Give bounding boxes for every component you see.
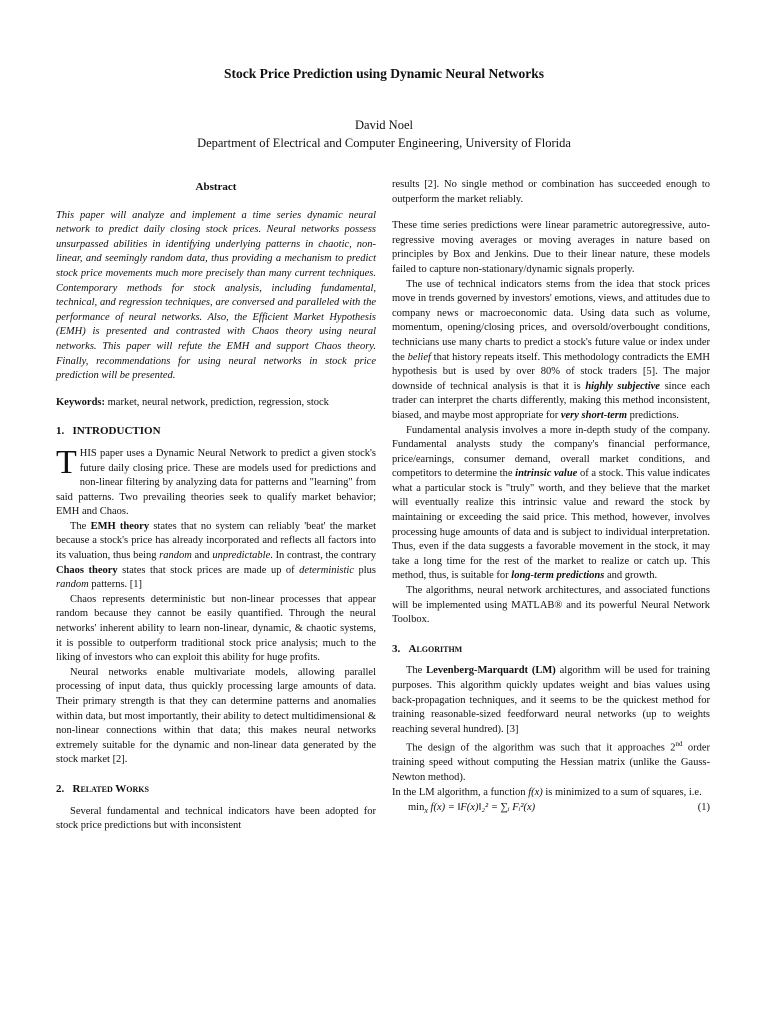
algorithm-paragraph-3: In the LM algorithm, a function f(x) is minimized to a sum of squares, i.e. — [392, 786, 702, 798]
keywords — [56, 396, 376, 411]
intro-paragraph-1: THIS paper uses a Dynamic Neural Network to predict a given stock's future daily closing price. These are models used for predictions and non-linear filtering by analyzing data for patterns and "learning" from said patterns. Two prevailing theories seek to qualify market behavior; EMH and Chaos. — [56, 443, 376, 518]
paper-title: Stock Price Prediction using Dynamic Neural Networks — [224, 66, 544, 81]
right-column — [392, 178, 710, 823]
related-paragraph-1-continued: results [2]. No single method or combination has succeeded enough to outperform the market reliably. — [392, 179, 710, 205]
related-paragraph-1: Several fundamental and technical indicators have been adopted for stock price predictions but with inconsistent — [56, 805, 376, 832]
related-paragraph-5: The algorithms, neural network architectures, and associated functions will be implemented using MATLAB® and its powerful Neural Network Toolbox. — [392, 585, 710, 626]
left-column — [56, 180, 376, 834]
intro-paragraph-3: Chaos represents deterministic but non-linear processes that appear random because they cannot be easily quantified. Through the neural networks' inherent ability to learn non-linear, dynamic, & chaotic systems, it is possible to outperform traditional stock price analysis; much to the liking of investors who can exploit this ability for huge profits. — [56, 593, 376, 664]
intro-paragraph-4: Neural networks enable multivariate models, allowing parallel processing of input data, thus quickly processing large amounts of data. Their primary strength is that they can determine patterns and anomalies within data, but most importantly, their ability to detect multidimensional & non-linear connections within that data; this makes neural networks extremely suitable for the dynamic and non-linear data generated by the stock market [2]. — [56, 666, 376, 766]
related-paragraph-3: The use of technical indicators stems from the idea that stock prices move in trends governed by investors' emotions, views, and attitudes due to company news or macroeconomic data. Using data such as volume, momentum, opening/closing prices, and oversold/overbought conditions, technicians use many charts to predict a stock's future value or index under the belief that history repeats itself. This methodology contradicts the EMH hypothesis but is used by over 80% of stock traders [5]. The major downside of technical analysis is that it is highly subjective since each trader can interpret the charts differently, making this method inconsistent, biased, and maybe most appropriate for very short-term predictions. — [392, 278, 710, 421]
equation-1: $\min_x f(x)$ = ‖F(x)‖₂² = ∑ᵢ Fᵢ²(x) (1) — [408, 802, 710, 816]
keywords-label: Keywords: — [56, 396, 105, 408]
abstract-text: This paper will analyze and implement a time series dynamic neural network to predict daily closing stock prices. Neural networks possess unsurpassed abilities in identifying underlying patterns in chaotic, non-linear, and seemingly random data, thus providing a mechanism to predict stock price movements much more precisely than many current techniques. Contemporary methods for stock analysis, including fundamental, technical, and regression techniques, are conversed and paralleled with the performance of neural networks. Also, the Efficient Market Hypothesis (EMH) is presented and contrasted with Chaos theory using neural networks. This paper will refute the EMH and support Chaos theory. Finally, recommendations for using neural networks in stock price prediction will be presented. — [56, 209, 376, 382]
section-heading-algorithm: 3. Algorithm — [392, 642, 463, 655]
algorithm-paragraph-1: The Levenberg-Marquardt (LM) algorithm will be used for training purposes. This algorithm quickly updates weight and bias values using back-propagation techniques, and it seems to be the quickest method for training reasonable-sized feedforward neural networks (up to weights reaching several hundred). [3] — [392, 665, 710, 735]
author-affiliation: Department of Electrical and Computer Engineering, University of Florida — [197, 136, 571, 150]
abstract-heading: Abstract — [195, 181, 237, 193]
related-paragraph-4: Fundamental analysis involves a more in-depth study of the company. Fundamental analysts study the company's financial performance, price/earnings, consumer demand, overall market conditions, and competitors to determine the intrinsic value of a stock. This value indicates what a particular stock is "truly" worth, and they believe that the market will eventually realize this intrinsic value and reward the stock by maintaining or exceeding the said price. This method, however, involves processing huge amounts of data and is subject to individual interpretation. Thus, even if the data suggests a favorable movement in the stock, it may take a long time for the rest of the market to realize or catch up. This method, thus, is suitable for long-term predictions and growth. — [392, 424, 711, 582]
author-name: David Noel — [355, 118, 413, 132]
drop-cap: T — [56, 443, 77, 481]
section-heading-introduction: 1. INTRODUCTION — [56, 425, 161, 438]
related-paragraph-2: These time series predictions were linear parametric autoregressive, auto-regressive moving averages or moving averages in nature based on principles by Box and Jenkins. Due to their linear nature, these models failed to capture non-stationary/dynamic signals properly. — [392, 220, 710, 275]
intro-paragraph-2: The EMH theory states that no system can reliably 'beat' the market because a stock's price has already incorporated and reflects all factors into its valuation, thus being random and unpredictable. In contrast, the contrary Chaos theory states that stock prices are made up of deterministic plus random patterns. [1] — [56, 520, 376, 591]
equation-number: (1) — [697, 802, 710, 814]
section-heading-related-works: 2. Related Works — [56, 782, 149, 795]
algorithm-paragraph-2: The design of the algorithm was such that it approaches 2nd order training speed without computing the Hessian matrix (unlike the Gauss-Newton method). — [392, 740, 710, 784]
keywords-text: market, neural network, prediction, regression, stock — [107, 396, 329, 408]
